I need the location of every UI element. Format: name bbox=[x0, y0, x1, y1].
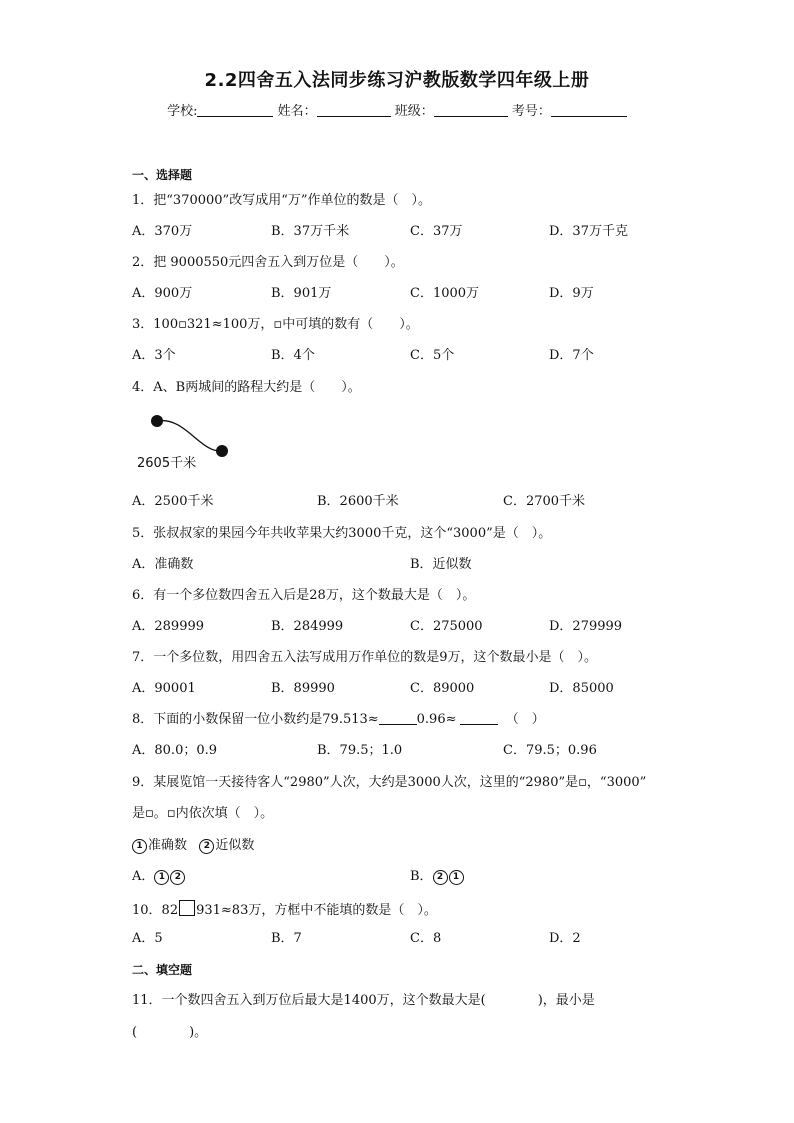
exam-no-label: 考号： bbox=[511, 104, 551, 119]
question-4: 4．A、B两城间的路程大约是（ ）。 bbox=[132, 380, 361, 395]
question-6: 6．有一个多位数四舍五入后是28万，这个数最大是（ ）。 bbox=[132, 588, 476, 603]
circled-2-icon: 2 bbox=[199, 839, 214, 854]
question-11-line-2: ( )。 bbox=[132, 1025, 208, 1040]
q7-option-b[interactable]: B．89990 bbox=[271, 681, 335, 696]
q10-option-b[interactable]: B．7 bbox=[271, 931, 302, 946]
city-b-dot bbox=[216, 445, 228, 457]
q8-option-b[interactable]: B．79.5；1.0 bbox=[317, 743, 403, 758]
question-1: 1．把“370000”改写成用“万”作单位的数是（ ）。 bbox=[132, 193, 431, 208]
name-label: 姓名： bbox=[277, 104, 317, 119]
q9-legend-1: 准确数 bbox=[148, 838, 188, 853]
q6-option-b[interactable]: B．284999 bbox=[271, 619, 344, 634]
circled-2-icon: 2 bbox=[170, 870, 185, 885]
class-label: 班级： bbox=[394, 104, 434, 119]
page-title: 2.2四舍五入法同步练习沪教版数学四年级上册 bbox=[204, 70, 590, 91]
q8-option-c[interactable]: C．79.5；0.96 bbox=[503, 743, 597, 758]
q5-option-b[interactable]: B．近似数 bbox=[410, 557, 472, 572]
q8-text-c: （ ） bbox=[505, 712, 545, 727]
school-label: 学校: bbox=[167, 104, 198, 119]
q4-option-a[interactable]: A．2500千米 bbox=[132, 494, 214, 509]
question-11-line-1: 11．一个数四舍五入到万位后最大是1400万，这个数最大是( )，最小是 bbox=[132, 993, 595, 1008]
q9-legend bbox=[132, 837, 254, 855]
q9-option-b[interactable] bbox=[410, 868, 465, 886]
q6-option-d[interactable]: D．279999 bbox=[549, 619, 623, 634]
q6-option-c[interactable]: C．275000 bbox=[410, 619, 483, 634]
question-7: 7．一个多位数，用四舍五入法写成用万作单位的数是9万，这个数最小是（ ）。 bbox=[132, 650, 598, 665]
question-3: 3．100▫321≈100万，▫中可填的数有（ ）。 bbox=[132, 317, 419, 332]
circled-1-icon: 1 bbox=[449, 870, 464, 885]
q9-legend-2: 近似数 bbox=[215, 838, 255, 853]
q9-option-a-label: A． bbox=[132, 869, 155, 884]
circled-1-icon: 1 bbox=[132, 839, 147, 854]
section-fill-title: 二、填空题 bbox=[132, 963, 193, 977]
q2-option-d[interactable]: D．9万 bbox=[549, 286, 594, 301]
q8-text-b: 0.96≈ bbox=[416, 712, 457, 727]
q10-option-c[interactable]: C．8 bbox=[410, 931, 442, 946]
q1-option-c[interactable]: C．37万 bbox=[410, 224, 463, 239]
q10-text-a: 10．82 bbox=[132, 903, 179, 918]
q2-option-c[interactable]: C．1000万 bbox=[410, 286, 480, 301]
city-a-dot bbox=[151, 415, 163, 427]
q2-option-b[interactable]: B．901万 bbox=[271, 286, 332, 301]
question-8 bbox=[132, 711, 545, 729]
question-2: 2．把 9000550元四舍五入到万位是（ ）。 bbox=[132, 255, 404, 270]
q7-option-c[interactable]: C．89000 bbox=[410, 681, 475, 696]
q6-option-a[interactable]: A．289999 bbox=[132, 619, 205, 634]
q8-blank-2[interactable] bbox=[460, 711, 498, 725]
name-blank[interactable] bbox=[317, 103, 391, 117]
q10-option-a[interactable]: A．5 bbox=[132, 931, 163, 946]
square-box-icon bbox=[179, 900, 195, 916]
q8-blank-1[interactable] bbox=[379, 711, 417, 725]
q4-option-b[interactable]: B．2600千米 bbox=[317, 494, 399, 509]
circled-2-icon: 2 bbox=[433, 870, 448, 885]
q1-option-a[interactable]: A．370万 bbox=[132, 224, 193, 239]
q9-option-b-label: B． bbox=[410, 869, 433, 884]
q3-option-c[interactable]: C．5个 bbox=[410, 348, 455, 363]
question-10 bbox=[132, 900, 437, 920]
route-curve bbox=[157, 421, 222, 452]
q5-option-a[interactable]: A．准确数 bbox=[132, 557, 194, 572]
q1-option-b[interactable]: B．37万千米 bbox=[271, 224, 350, 239]
question-5: 5．张叔叔家的果园今年共收苹果大约3000千克，这个“3000”是（ ）。 bbox=[132, 526, 552, 541]
distance-label: 2605千米 bbox=[137, 456, 197, 471]
exam-no-blank[interactable] bbox=[551, 103, 627, 117]
student-info-line bbox=[0, 100, 794, 119]
q3-option-b[interactable]: B．4个 bbox=[271, 348, 315, 363]
section-choice-title: 一、选择题 bbox=[132, 168, 193, 182]
q3-option-a[interactable]: A．3个 bbox=[132, 348, 176, 363]
school-blank[interactable] bbox=[197, 103, 273, 117]
q4-option-c[interactable]: C．2700千米 bbox=[503, 494, 586, 509]
question-9-line-2: 是▫。▫内依次填（ ）。 bbox=[132, 806, 274, 821]
q8-text-a: 8．下面的小数保留一位小数约是79.513≈ bbox=[132, 712, 379, 727]
q10-text-b: 931≈83万，方框中不能填的数是（ ）。 bbox=[196, 903, 437, 918]
q9-option-a[interactable] bbox=[132, 868, 186, 886]
question-9-line-1: 9．某展览馆一天接待客人“2980”人次，大约是3000人次，这里的“2980”是▫，“3000” bbox=[132, 775, 647, 790]
q1-option-d[interactable]: D．37万千克 bbox=[549, 224, 628, 239]
q3-option-d[interactable]: D．7个 bbox=[549, 348, 594, 363]
q8-option-a[interactable]: A．80.0；0.9 bbox=[132, 743, 218, 758]
class-blank[interactable] bbox=[434, 103, 508, 117]
q2-option-a[interactable]: A．900万 bbox=[132, 286, 193, 301]
q10-option-d[interactable]: D．2 bbox=[549, 931, 581, 946]
circled-1-icon: 1 bbox=[154, 870, 169, 885]
q7-option-a[interactable]: A．90001 bbox=[132, 681, 196, 696]
q7-option-d[interactable]: D．85000 bbox=[549, 681, 614, 696]
